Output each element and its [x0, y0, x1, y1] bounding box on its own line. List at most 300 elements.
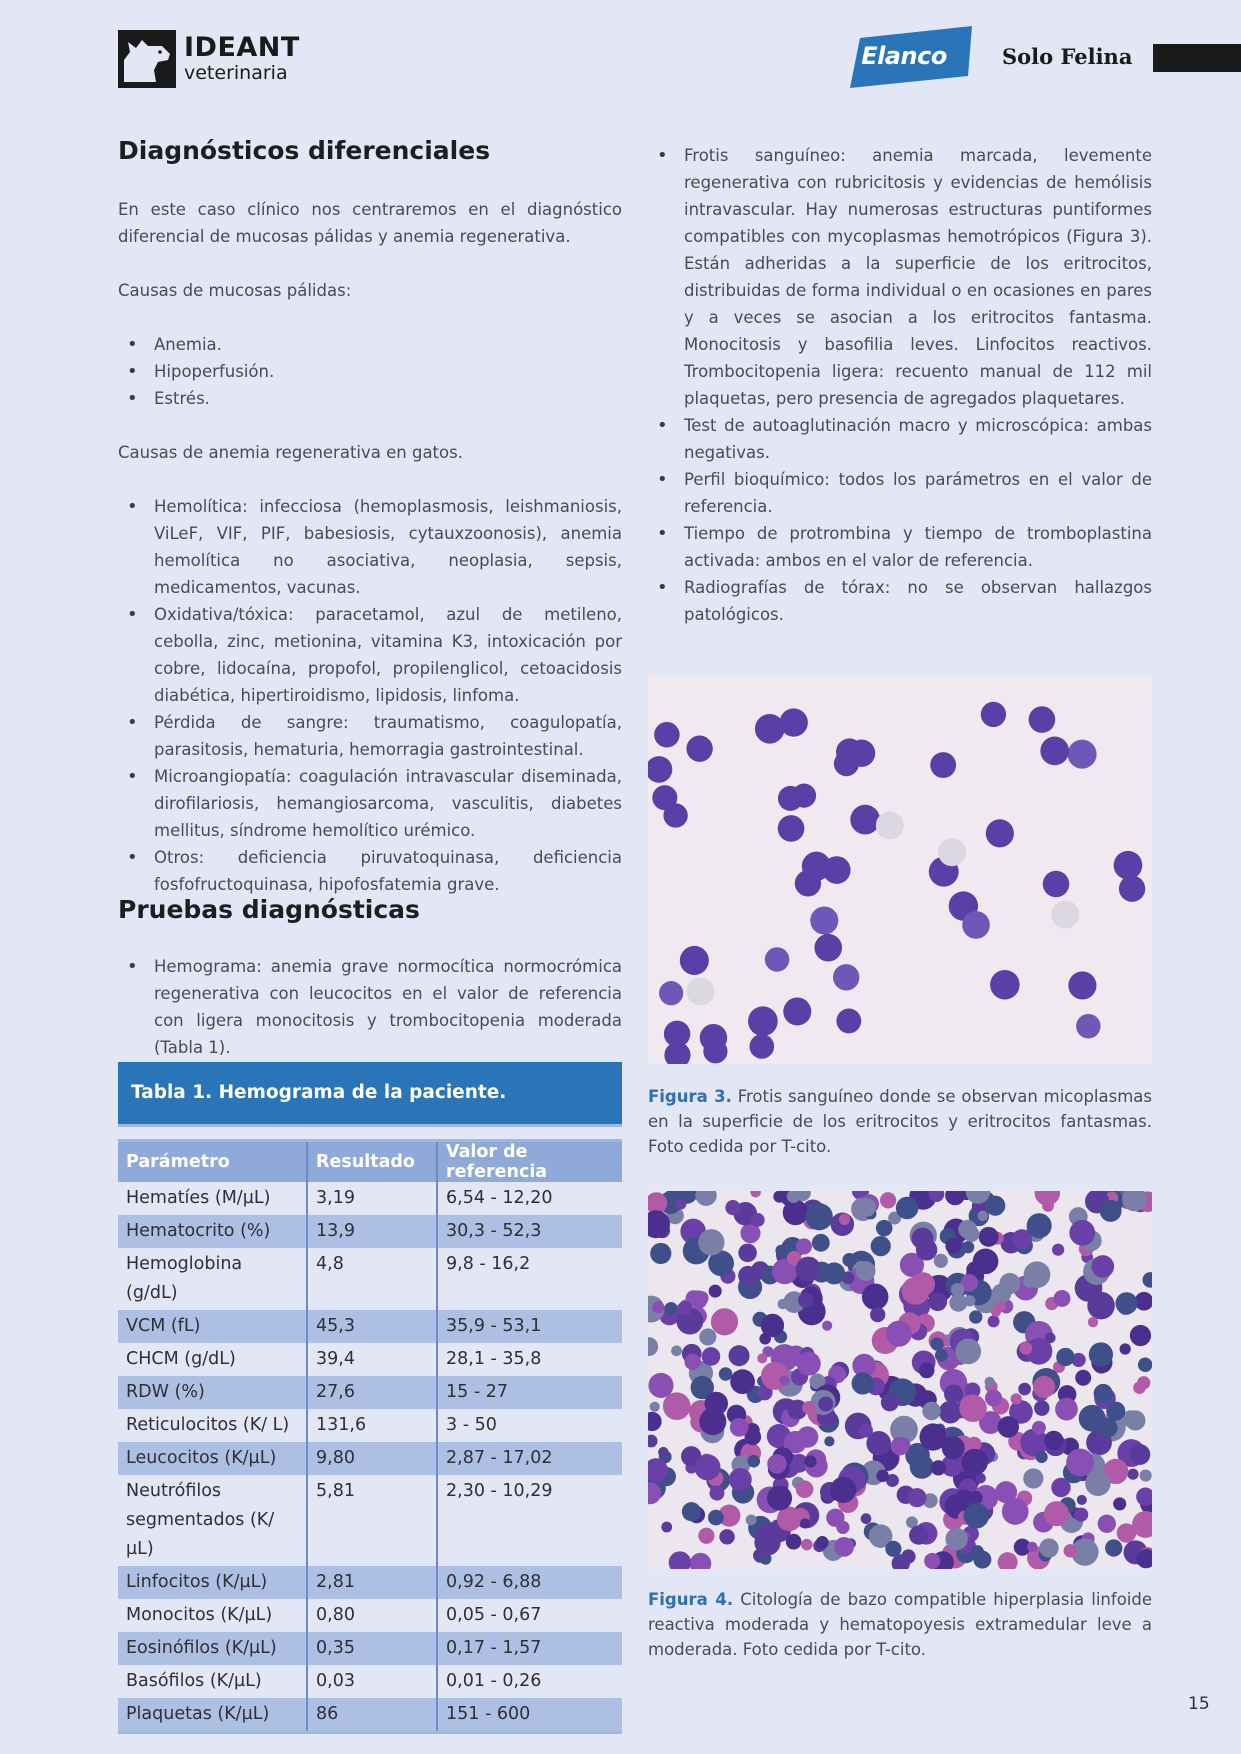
table-cell: 28,1 - 35,8 [437, 1343, 622, 1376]
table-cell: Neutrófilos segmentados (K/µL) [126, 1481, 275, 1559]
table-cell: Hemoglobina (g/dL) [126, 1254, 243, 1303]
elanco-logo [850, 26, 972, 88]
cell [964, 1503, 990, 1529]
cell [652, 1301, 664, 1313]
table-cell: 0,17 - 1,57 [437, 1632, 622, 1665]
cell [985, 1196, 1005, 1216]
list-item: • Hemolítica: infecciosa (hemoplasmosis, leishmaniosis, ViLeF, VIF, PIF, babesiosis, cytauxzoonosis), anemia hemolítica no asociativa, neoplasia, sepsis, medicamentos, vacunas. [118, 493, 622, 601]
cell [1002, 1498, 1029, 1525]
cell [1088, 1317, 1098, 1327]
cell [746, 1514, 757, 1525]
table-cell: 0,92 - 6,88 [437, 1566, 622, 1599]
cell [971, 1545, 984, 1558]
cell [1087, 1292, 1115, 1320]
cell [678, 1301, 692, 1315]
table-cell: 13,9 [307, 1215, 437, 1248]
cell [876, 1220, 893, 1237]
cell [1136, 1488, 1152, 1506]
cell [1105, 1539, 1122, 1556]
tests-right-list [648, 142, 1152, 628]
cell [919, 1423, 946, 1450]
erythrocyte [654, 722, 680, 748]
list-item: • Oxidativa/tóxica: paracetamol, azul de metileno, cebolla, zinc, metionina, vitamina K3, intoxicación por cobre, lidocaína, propofol, propilenglicol, cetoacidosis diabética, hipertiroidismo, lipidosis, linfoma. [118, 601, 622, 709]
header-bar [1153, 44, 1241, 72]
cell [801, 1539, 812, 1550]
cell [891, 1437, 910, 1456]
table-cell: CHCM (g/dL) [126, 1349, 236, 1369]
cell [676, 1199, 687, 1210]
cell [1100, 1200, 1122, 1222]
table-header-row [118, 1141, 622, 1183]
cell [767, 1485, 792, 1510]
table-cell: 27,6 [307, 1376, 437, 1409]
cell [725, 1200, 740, 1215]
table-row [118, 1566, 622, 1599]
cell [1044, 1501, 1069, 1526]
cell [871, 1236, 891, 1256]
cell [797, 1352, 821, 1376]
erythrocyte [986, 819, 1014, 847]
cell [992, 1284, 1012, 1304]
figure-4-caption [648, 1587, 1152, 1662]
cell [755, 1524, 779, 1548]
cell [648, 1412, 662, 1431]
ghost-erythrocyte [876, 811, 904, 839]
erythrocyte [1029, 706, 1056, 733]
erythrocyte [802, 852, 831, 881]
erythrocyte [680, 946, 709, 975]
cell [694, 1454, 720, 1480]
cell [682, 1502, 701, 1521]
table-cell: 39,4 [307, 1343, 437, 1376]
list-item: • Test de autoaglutinación macro y microscópica: ambas negativas. [648, 412, 1152, 466]
table-row [118, 1310, 622, 1343]
cell [969, 1491, 983, 1505]
cell [800, 1518, 810, 1528]
cell [1032, 1421, 1046, 1435]
list-item: • Anemia. [118, 331, 622, 358]
cell [709, 1486, 724, 1501]
erythrocyte [962, 911, 990, 939]
cell [1127, 1469, 1138, 1480]
list-item: • Pérdida de sangre: traumatismo, coagulopatía, parasitosis, hematuria, hemorragia gastrointestinal. [118, 709, 622, 763]
table-cell: 9,80 [307, 1442, 437, 1475]
table-row [118, 1442, 622, 1475]
cell [779, 1375, 789, 1385]
list-item: • Estrés. [118, 385, 622, 412]
list-item: • Tiempo de protrombina y tiempo de tromboplastina activada: ambos en el valor de referencia. [648, 520, 1152, 574]
cell [648, 1337, 658, 1356]
cell [1091, 1255, 1114, 1278]
cell [979, 1227, 999, 1247]
cell [964, 1295, 975, 1306]
cell [959, 1395, 986, 1422]
erythrocyte [648, 756, 672, 783]
cell [1138, 1357, 1152, 1372]
cell [862, 1283, 889, 1310]
table-cell: Hematocrito (%) [118, 1215, 307, 1248]
causes-regen-list [118, 493, 622, 898]
table-cell: Monocitos (K/µL) [126, 1605, 273, 1625]
table-row [118, 1182, 622, 1215]
table-cell: Leucocitos (K/µL) [118, 1442, 307, 1475]
cell [671, 1345, 682, 1356]
cell [709, 1285, 722, 1298]
list-item: • Hipoperfusión. [118, 358, 622, 385]
table-cell: 2,30 - 10,29 [437, 1475, 622, 1566]
cell [1140, 1469, 1152, 1481]
cell [896, 1197, 919, 1220]
erythrocyte [1040, 737, 1069, 766]
cell [955, 1339, 981, 1365]
cell [876, 1470, 888, 1482]
erythrocyte [659, 981, 683, 1005]
cell [1027, 1542, 1037, 1552]
cell [796, 1257, 821, 1282]
cell [1094, 1384, 1113, 1403]
cell [783, 1200, 808, 1225]
cell [866, 1431, 891, 1456]
erythrocyte [833, 964, 859, 990]
figure-4-text: Citología de bazo compatible hiperplasia linfoide reactiva moderada y hematopoyesis extramedular leve a moderada. Foto cedida por T-cito. [648, 1590, 1152, 1659]
magazine-title: Solo Felina [1002, 44, 1133, 69]
cell [708, 1510, 724, 1526]
figure-3-text: Frotis sanguíneo donde se observan micoplasmas en la superficie de los eritrocitos y eritrocitos fantasmas. Foto cedida por T-cito. [648, 1087, 1152, 1156]
heading-diagnosticos-diferenciales: Diagnósticos diferenciales [118, 136, 491, 165]
erythrocyte [778, 786, 803, 811]
cell [857, 1198, 876, 1217]
erythrocyte [850, 805, 880, 835]
cell [910, 1455, 934, 1479]
table-cell: 15 - 27 [437, 1376, 622, 1409]
cell [816, 1536, 829, 1549]
cell [1098, 1515, 1116, 1533]
cell [796, 1480, 814, 1498]
cell [1106, 1402, 1125, 1421]
cell [969, 1310, 982, 1323]
table-cell: 131,6 [307, 1409, 437, 1442]
cell [978, 1211, 989, 1222]
erythrocyte [663, 803, 687, 827]
cell [719, 1367, 732, 1380]
cell [1075, 1370, 1091, 1386]
cell [1055, 1398, 1078, 1421]
erythrocyte [700, 1024, 727, 1051]
column-header: Parámetro [118, 1141, 307, 1183]
cell [1019, 1342, 1032, 1355]
cell [738, 1244, 756, 1262]
cell [1089, 1342, 1113, 1366]
cell [1077, 1495, 1087, 1505]
cell [698, 1229, 724, 1255]
column-header: Valor de referencia [437, 1141, 622, 1183]
cell [1042, 1200, 1054, 1212]
cell [886, 1321, 912, 1347]
causes-regen-title: Causas de anemia regenerativa en gatos. [118, 443, 463, 462]
erythrocyte [814, 934, 842, 962]
cell [885, 1541, 901, 1557]
cell [802, 1401, 815, 1414]
cell [991, 1306, 1001, 1316]
cell [963, 1226, 979, 1242]
cell [861, 1513, 872, 1524]
cell [881, 1393, 899, 1411]
ghost-erythrocyte [1051, 901, 1079, 929]
cell [650, 1402, 660, 1412]
table-cell: Eosinófilos (K/µL) [118, 1632, 307, 1665]
cell [1085, 1471, 1110, 1496]
hemogram-table [118, 1062, 622, 1734]
table-row [118, 1665, 622, 1698]
cell [1133, 1381, 1145, 1393]
table-row [118, 1376, 622, 1409]
erythrocyte [780, 708, 808, 736]
cell [786, 1534, 802, 1550]
cell [1018, 1383, 1031, 1396]
tests-left-list [118, 953, 622, 1061]
cell [856, 1261, 876, 1281]
table-cell: Linfocitos (K/µL) [118, 1566, 307, 1599]
cell [1129, 1444, 1150, 1465]
table-cell: 2,81 [307, 1566, 437, 1599]
cell [1064, 1544, 1077, 1557]
cell [1054, 1290, 1071, 1307]
dog-silhouette-icon [118, 30, 176, 88]
column-header: Resultado [307, 1141, 437, 1183]
table-cell: 151 - 600 [437, 1698, 622, 1733]
table-cell: Reticulocitos (K/ L) [126, 1415, 290, 1435]
table-cell: RDW (%) [118, 1376, 307, 1409]
cell [823, 1262, 845, 1284]
cell [1051, 1478, 1070, 1497]
cell [729, 1468, 752, 1491]
ghost-erythrocyte [687, 977, 715, 1005]
erythrocyte [1068, 971, 1096, 999]
cell [951, 1283, 965, 1297]
table-cell: 9,8 - 16,2 [437, 1248, 622, 1310]
cell [1039, 1538, 1058, 1557]
cell [922, 1402, 941, 1421]
table-cell: 86 [307, 1698, 437, 1733]
cell [962, 1241, 974, 1253]
erythrocyte [834, 751, 859, 776]
figure-3-blood-smear-image [648, 676, 1152, 1064]
figure-4-spleen-cytology-image [648, 1191, 1152, 1569]
table-cell: 0,01 - 0,26 [437, 1665, 622, 1698]
table-row [118, 1409, 622, 1442]
table-cell: 3 - 50 [437, 1409, 622, 1442]
cell [702, 1347, 721, 1366]
erythrocyte [748, 1006, 778, 1036]
table-cell: 0,80 [307, 1599, 437, 1632]
cell [924, 1553, 940, 1569]
cell [719, 1529, 734, 1544]
cell [1056, 1348, 1074, 1366]
cell [826, 1509, 844, 1527]
cell [1098, 1418, 1118, 1438]
cell [690, 1553, 712, 1569]
table-cell: VCM (fL) [118, 1310, 307, 1343]
cell [852, 1372, 874, 1394]
cell [1142, 1272, 1152, 1288]
list-item: • Radiografías de tórax: no se observan hallazgos patológicos. [648, 574, 1152, 628]
cell [1052, 1244, 1064, 1256]
table-cell: 35,9 - 53,1 [437, 1310, 622, 1343]
cell [909, 1526, 928, 1545]
cell [880, 1192, 896, 1208]
cell [945, 1238, 961, 1254]
table-cell: 0,35 [307, 1632, 437, 1665]
table-cell: 45,3 [307, 1310, 437, 1343]
cell [944, 1385, 963, 1404]
erythrocyte [810, 906, 838, 934]
ghost-erythrocyte [938, 838, 966, 866]
cell [751, 1213, 765, 1227]
table-cell: 0,05 - 0,67 [437, 1599, 622, 1632]
cell [935, 1349, 948, 1362]
erythrocyte [749, 1034, 774, 1059]
cell [961, 1449, 988, 1476]
list-item: • Perfil bioquímico: todos los parámetros en el valor de referencia. [648, 466, 1152, 520]
table-cell: 3,19 [307, 1182, 437, 1215]
table-cell: 30,3 - 52,3 [437, 1215, 622, 1248]
cell [684, 1353, 701, 1370]
cell [729, 1345, 750, 1366]
table-row [118, 1215, 622, 1248]
cell [1036, 1451, 1048, 1463]
cell [945, 1528, 967, 1550]
cell [931, 1460, 946, 1475]
table-row [118, 1632, 622, 1665]
cell [1044, 1431, 1063, 1450]
cell [1130, 1325, 1151, 1346]
figure-3-caption [648, 1084, 1152, 1159]
cell [796, 1238, 812, 1254]
table-row [118, 1248, 622, 1310]
table-cell: Hematíes (M/µL) [126, 1188, 271, 1208]
cell [1074, 1508, 1088, 1522]
causes-pale-title: Causas de mucosas pálidas: [118, 281, 352, 300]
erythrocyte [783, 997, 811, 1025]
cell [931, 1337, 944, 1350]
table-row [118, 1698, 622, 1733]
table-cell: Basófilos (K/µL) [126, 1671, 262, 1691]
figure-4-label: Figura 4. [648, 1590, 734, 1609]
table-caption: Tabla 1. Hemograma de la paciente. [118, 1062, 622, 1127]
cell [1069, 1220, 1095, 1246]
cell [928, 1292, 947, 1311]
cell [761, 1314, 784, 1337]
cell [919, 1363, 935, 1379]
table-cell: Plaquetas (K/µL) [118, 1698, 307, 1733]
erythrocyte [1068, 740, 1097, 769]
elanco-wordmark: Elanco [861, 42, 947, 70]
table-cell: 2,87 - 17,02 [437, 1442, 622, 1475]
erythrocyte [836, 1009, 861, 1034]
cell [648, 1373, 673, 1398]
list-item: • Otros: deficiencia piruvatoquinasa, deficiencia fosfofructoquinasa, hipofosfatemia grave. [118, 844, 622, 898]
cell [822, 1321, 832, 1331]
cell [704, 1392, 728, 1416]
cell [730, 1369, 755, 1394]
erythrocyte [990, 970, 1020, 1000]
cell [767, 1454, 787, 1474]
cell [1045, 1333, 1056, 1344]
erythrocyte [1114, 851, 1143, 880]
figure-3-label: Figura 3. [648, 1087, 732, 1106]
cell [988, 1315, 1000, 1327]
cell [842, 1253, 856, 1267]
list-item: • Microangiopatía: coagulación intravascular diseminada, dirofilariosis, hemangiosarcoma, vasculitis, diabetes mellitus, síndrome hemolítico urémico. [118, 763, 622, 844]
cell [812, 1234, 830, 1252]
table-row [118, 1599, 622, 1632]
cell [730, 1418, 749, 1437]
list-item: • Frotis sanguíneo: anemia marcada, levemente regenerativa con rubricitosis y evidencias de hemólisis intravascular. Hay numerosas estructuras puntiformes compatibles con mycoplasmas hemotrópicos (Figura 3). Están adheridas a la superficie de los eritrocitos, distribuidas de forma individual o en ocasiones en pares y a veces se asocian a los eritrocitos fantasma. Monocitosis y basofilia leves. Linfocitos reactivos. Trombocitopenia ligera: recuento manual de 112 mil plaquetas, pero presencia de agregados plaquetares. [648, 142, 1152, 412]
cell [757, 1353, 767, 1363]
cell [1120, 1343, 1131, 1354]
ideant-wordmark: IDEANT [184, 32, 300, 63]
table-cell: 0,03 [307, 1665, 437, 1698]
hemogram-table-grid [118, 1139, 622, 1734]
cell [834, 1537, 854, 1557]
cell [1012, 1229, 1032, 1249]
cell [747, 1455, 760, 1468]
cell [1024, 1261, 1051, 1288]
erythrocyte [981, 702, 1006, 727]
cell [750, 1191, 760, 1198]
table-row [118, 1343, 622, 1376]
cell [798, 1293, 813, 1308]
ideant-logo [118, 30, 298, 88]
cell [1115, 1292, 1137, 1314]
cell [661, 1522, 672, 1533]
cell [1066, 1449, 1094, 1477]
erythrocyte [686, 735, 712, 761]
erythrocyte [778, 815, 805, 842]
cell [824, 1436, 834, 1446]
cell [648, 1435, 658, 1448]
erythrocyte [765, 947, 790, 972]
table-cell: 4,8 [307, 1248, 437, 1310]
cell [711, 1308, 738, 1335]
cell [830, 1477, 856, 1503]
cell [997, 1416, 1019, 1438]
causes-pale-list [118, 331, 622, 412]
cell [1113, 1497, 1126, 1510]
table-cell: 6,54 - 12,20 [437, 1182, 622, 1215]
page-number: 15 [1188, 1694, 1210, 1714]
cell [818, 1396, 833, 1411]
cell [650, 1243, 671, 1264]
intro-paragraph: En este caso clínico nos centraremos en el diagnóstico diferencial de mucosas pálidas y anemia regenerativa. [118, 200, 622, 246]
cell [804, 1455, 816, 1467]
cell [664, 1302, 677, 1315]
cell [985, 1389, 1002, 1406]
cell [839, 1214, 850, 1225]
heading-pruebas-diagnosticas: Pruebas diagnósticas [118, 895, 420, 924]
erythrocyte [1043, 871, 1070, 898]
cell [934, 1254, 948, 1268]
cell [1034, 1400, 1049, 1415]
cell [1033, 1376, 1055, 1398]
ideant-subword: veterinaria [184, 62, 288, 84]
cell [1023, 1468, 1043, 1488]
cell [902, 1277, 930, 1305]
erythrocyte [1076, 1014, 1100, 1038]
cell [695, 1191, 716, 1206]
cell [998, 1552, 1018, 1569]
cell [669, 1551, 691, 1569]
